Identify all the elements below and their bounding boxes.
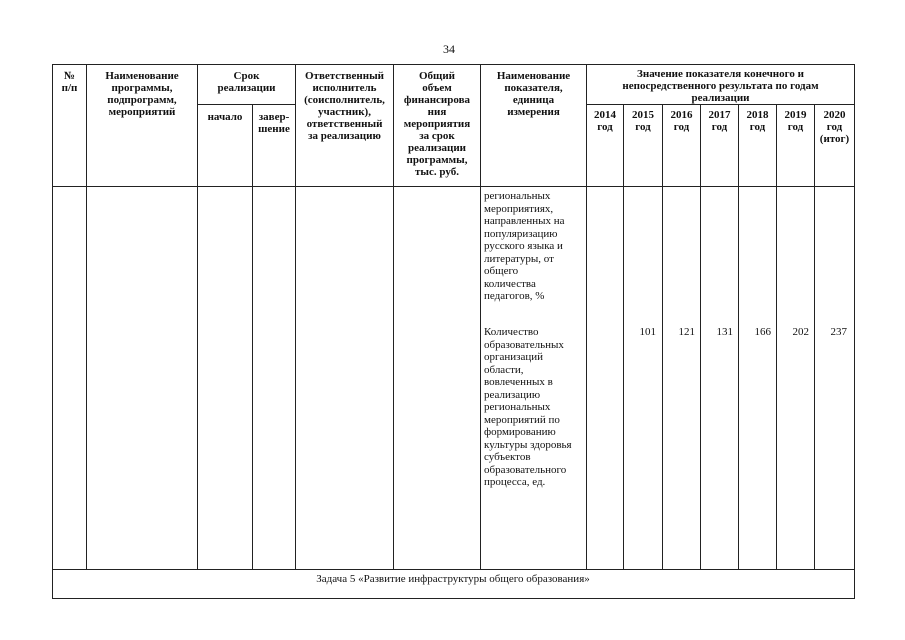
header-year-2017: 2017 год [708, 109, 731, 133]
header-responsible: Ответственный исполнитель (соисполнитель, участник), ответственный за реализацию [304, 70, 385, 142]
col-line-2 [197, 64, 198, 570]
col-line-6 [480, 64, 481, 570]
header-indicator: Наименование показателя, единица измерения [496, 70, 571, 118]
header-year-2020: 2020 год (итог) [819, 109, 850, 145]
value-2016: 121 [678, 326, 695, 338]
value-2017: 131 [716, 326, 733, 338]
header-values-title: Значение показателя конечного и непосредственного результата по годам реализации [622, 68, 819, 104]
value-2020: 237 [830, 326, 847, 338]
col-line-14 [854, 64, 855, 599]
header-year-2015: 2015 год [632, 109, 654, 133]
header-year-2018: 2018 год [746, 109, 769, 133]
value-2018: 166 [754, 326, 771, 338]
header-year-2014: 2014 год [594, 109, 616, 133]
header-num: № п/п [61, 70, 78, 94]
task-row-label: Задача 5 «Развитие инфраструктуры общего образования» [316, 573, 590, 585]
page-number: 34 [443, 42, 455, 56]
table-border-bottom [52, 598, 855, 599]
header-start: начало [207, 111, 243, 123]
col-line-1 [86, 64, 87, 570]
header-year-2019: 2019 год [784, 109, 807, 133]
value-2019: 202 [792, 326, 809, 338]
value-2015: 101 [639, 326, 656, 338]
table-border-top [52, 64, 855, 65]
task-row-top-line [52, 569, 855, 570]
indicator-text-2: Количество образовательных организаций области, вовлеченных в реализацию региональных мероприятий по формированию культуры здоровья субъектов образовательного процесса, ед. [484, 326, 572, 488]
header-funding: Общий объем финансирова ния мероприятия за срок реализации программы, тыс. руб. [403, 70, 471, 178]
subheader-line-term [197, 104, 295, 105]
col-line-3 [252, 104, 253, 570]
header-name: Наименование программы, подпрограмм, мероприятий [105, 70, 179, 118]
header-term: Срок реализации [217, 70, 276, 94]
header-bottom-line [52, 186, 855, 187]
col-line-0 [52, 64, 53, 599]
header-year-2016: 2016 год [670, 109, 693, 133]
col-line-7 [586, 64, 587, 570]
indicator-text-1: региональных мероприятиях, направленных на популяризацию русского языка и литературы, от общего количества педагогов, % [484, 190, 565, 302]
header-end: завер- шение [258, 111, 290, 135]
